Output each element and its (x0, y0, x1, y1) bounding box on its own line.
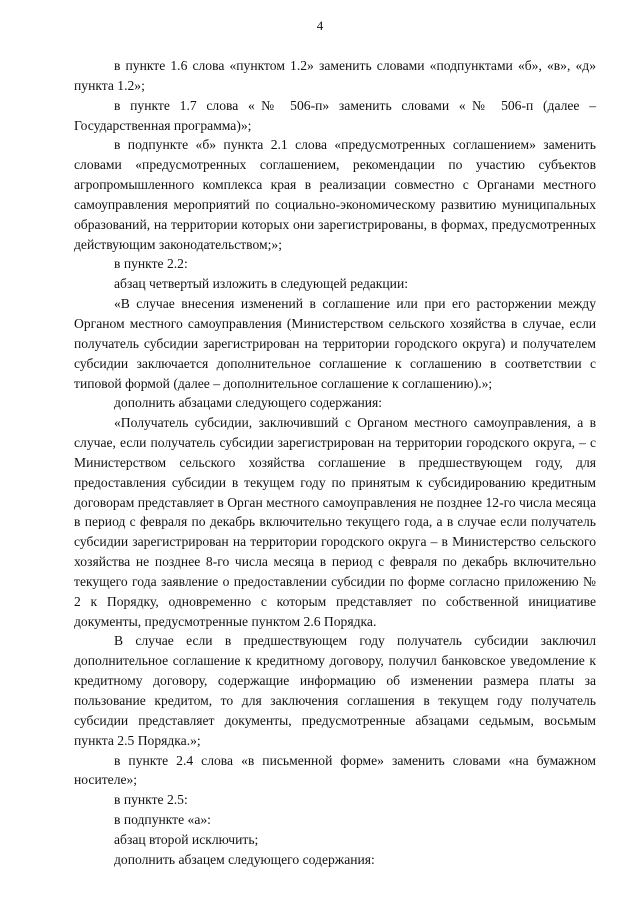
paragraph-amend-2-1: в подпункте «б» пункта 2.1 слова «предусмотренных соглашением» заменить словами «предусмотренных соглашением, рекомендации по участию субъектов агропромышленного комплекса края в реализации совместно с Органами местного самоуправления мероприятий по социально-экономическому развитию муниципальных образований, на территории которых они зарегистрированы, в формах, предусмотренных действующим законодательством;»; (74, 137, 596, 252)
paragraph-amend-1-7: в пункте 1.7 слова «№ 506-п» заменить словами «№ 506-п (далее – Государственная программа)»; (74, 97, 596, 133)
document-body (74, 56, 596, 870)
paragraph-amend-1-6: в пункте 1.6 слова «пунктом 1.2» заменить словами «подпунктами «б», «в», «д» пункта 1.2»; (74, 58, 596, 93)
paragraph-amend-2-4: в пункте 2.4 слова «в письменной форме» заменить словами «на бумажном носителе»; (74, 752, 596, 788)
page-number: 4 (316, 18, 324, 33)
paragraph-subpoint-a: в подпункте «а»: (114, 812, 211, 828)
paragraph-add-abzacs: дополнить абзацами следующего содержания: (114, 395, 383, 411)
paragraph-previous-year: В случае если в предшествующем году получатель субсидии заключил дополнительное соглашение к кредитному договору, получил банковское уведомление к кредитному договору, содержащие информацию об изменении размера платы за пользование кредитом, то для заключения соглашения в текущем году получатель субсидии представляет документы, предусмотренные абзацами седьмым, восьмым пункта 2.5 Порядка.»; (74, 633, 596, 748)
paragraph-point-2-2: в пункте 2.2: (114, 256, 188, 272)
paragraph-fourth-abzac: абзац четвертый изложить в следующей редакции: (114, 276, 409, 292)
paragraph-exclude-second: абзац второй исключить; (114, 831, 259, 847)
paragraph-add-abzac: дополнить абзацем следующего содержания: (114, 851, 375, 867)
paragraph-quote-amendment: «В случае внесения изменений в соглашение или при его расторжении между Органом местного самоуправления (Министерством сельского хозяйства в случае, если получатель субсидии зарегистрирован на территории городского округа) и получателем субсидии заключается дополнительное соглашение к соглашению в соответствии с типовой формой (далее – дополнительное соглашение к соглашению).»; (74, 296, 596, 391)
paragraph-point-2-5: в пункте 2.5: (114, 792, 188, 808)
paragraph-quote-recipient: «Получатель субсидии, заключивший с Органом местного самоуправления, а в случае, если получатель субсидии зарегистрирован на территории городского округа, – с Министерством сельского хозяйства соглашение в предшествующем году, для предоставления субсидии в текущем году по принятым к субсидированию кредитным договорам представляет в Орган местного самоуправления не позднее 12-го числа месяца в период с февраля по декабрь включительно текущего года, а в случае если получатель субсидии зарегистрирован на территории городского округа – в Министерство сельского хозяйства не позднее 8-го числа месяца в период с февраля по декабрь включительно текущего года заявление о предоставлении субсидии по форме согласно приложению № 2 к Порядку, одновременно с которым представляет по собственной инициативе документы, предусмотренные пунктом 2.6 Порядка. (74, 415, 596, 629)
